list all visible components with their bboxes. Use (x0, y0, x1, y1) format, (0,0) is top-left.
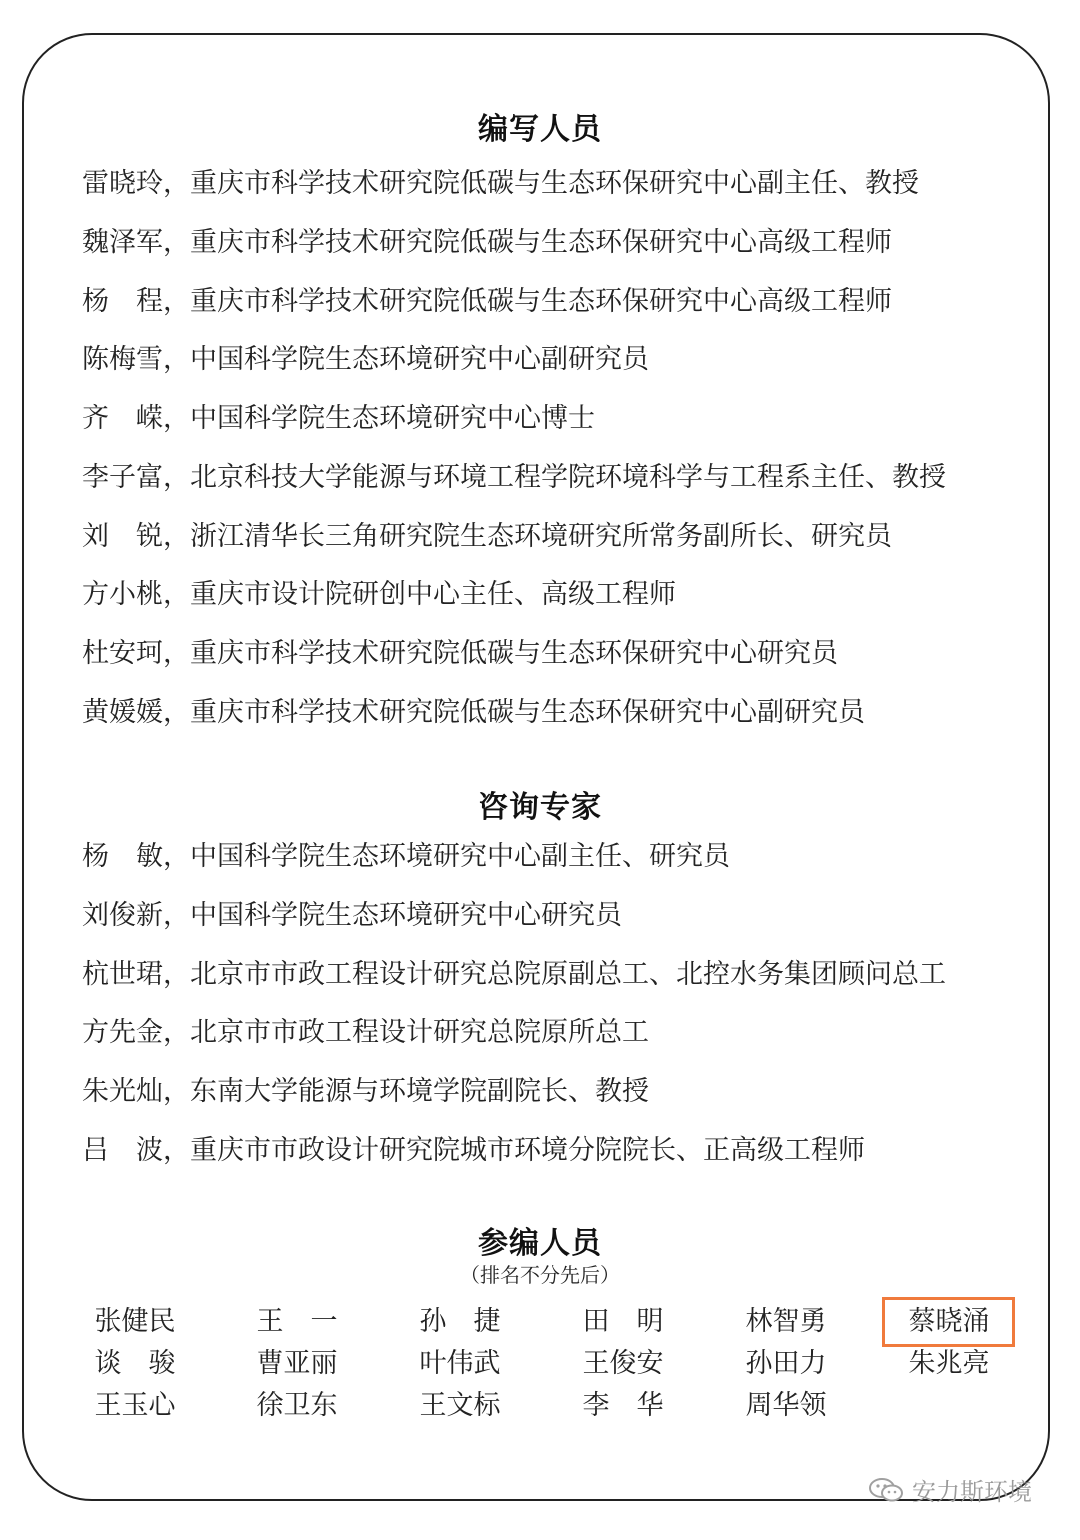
writer-line: 黄媛媛，重庆市科学技术研究院低碳与生态环保研究中心副研究员 (82, 697, 865, 728)
writer-line: 李子富，北京科技大学能源与环境工程学院环境科学与工程系主任、教授 (82, 462, 946, 493)
writer-line: 魏泽军，重庆市科学技术研究院低碳与生态环保研究中心高级工程师 (82, 227, 892, 258)
writer-line: 方小桃，重庆市设计院研创中心主任、高级工程师 (82, 579, 676, 610)
experts-title: 咨询专家 (478, 790, 602, 825)
expert-line: 方先金，北京市市政工程设计研究总院原所总工 (82, 1017, 649, 1048)
contributor-name: 张健民 (94, 1306, 176, 1337)
writers-title: 编写人员 (478, 112, 602, 147)
watermark-text: 安力斯环境 (912, 1478, 1032, 1506)
contributor-name: 王俊安 (582, 1348, 664, 1379)
expert-line: 刘俊新，中国科学院生态环境研究中心研究员 (82, 900, 622, 931)
contributor-name: 曹亚丽 (256, 1348, 338, 1379)
contributor-name: 王文标 (419, 1390, 501, 1421)
contributor-name: 孙田力 (745, 1348, 827, 1379)
contributor-name: 林智勇 (745, 1306, 827, 1337)
contributor-name: 周华领 (745, 1390, 827, 1421)
contributors-note: （排名不分先后） (460, 1263, 620, 1287)
watermark (868, 1472, 1032, 1507)
wechat-icon (868, 1477, 904, 1503)
writer-line: 杜安珂，重庆市科学技术研究院低碳与生态环保研究中心研究员 (82, 638, 838, 669)
expert-line: 杨 敏，中国科学院生态环境研究中心副主任、研究员 (82, 841, 730, 872)
contributor-name: 王 一 (256, 1306, 338, 1337)
writer-line: 齐 嵘，中国科学院生态环境研究中心博士 (82, 403, 595, 434)
expert-line: 朱光灿，东南大学能源与环境学院副院长、教授 (82, 1076, 649, 1107)
writer-line: 刘 锐，浙江清华长三角研究院生态环境研究所常务副所长、研究员 (82, 521, 892, 552)
writer-line: 雷晓玲，重庆市科学技术研究院低碳与生态环保研究中心副主任、教授 (82, 168, 919, 199)
writer-line: 杨 程，重庆市科学技术研究院低碳与生态环保研究中心高级工程师 (82, 286, 892, 317)
contributor-name: 李 华 (582, 1390, 664, 1421)
contributors-title: 参编人员 (478, 1226, 602, 1261)
contributor-name: 谈 骏 (94, 1348, 176, 1379)
contributor-name: 孙 捷 (419, 1306, 501, 1337)
contributor-name-highlighted: 蔡晓涌 (908, 1306, 990, 1337)
expert-line: 吕 波，重庆市市政设计研究院城市环境分院院长、正高级工程师 (82, 1135, 865, 1166)
expert-line: 杭世珺，北京市市政工程设计研究总院原副总工、北控水务集团顾问总工 (82, 959, 946, 990)
writer-line: 陈梅雪，中国科学院生态环境研究中心副研究员 (82, 344, 649, 375)
highlight-box (882, 1297, 1015, 1347)
contributor-name: 田 明 (582, 1306, 664, 1337)
contributor-name: 王玉心 (94, 1390, 176, 1421)
contributor-name: 徐卫东 (256, 1390, 338, 1421)
contributor-name: 朱兆亮 (908, 1348, 990, 1379)
contributor-name: 叶伟武 (419, 1348, 501, 1379)
